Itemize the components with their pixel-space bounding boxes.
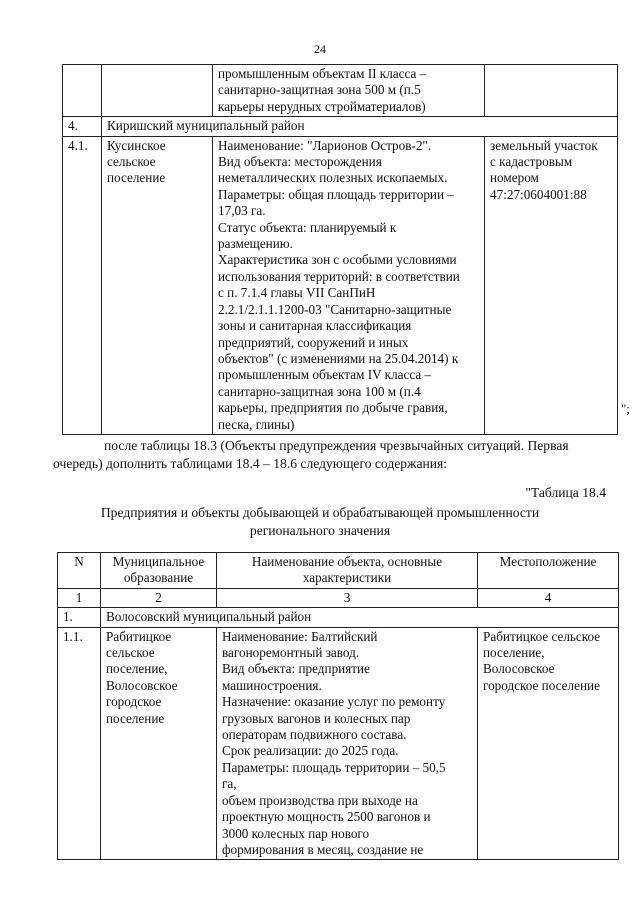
item-location	[485, 136, 618, 434]
header-municipality	[101, 553, 217, 589]
paragraph-line: очередь) дополнить таблицами 18.4 – 18.6 следующего содержания:	[53, 456, 448, 471]
section-number: 1.	[58, 608, 101, 627]
text-line: Наименование объекта, основные	[251, 554, 443, 569]
top-table	[62, 64, 618, 435]
section-title: Киришский муниципальный район	[102, 117, 618, 136]
header-name	[217, 553, 478, 589]
text-line: операторам подвижного состава.	[222, 727, 407, 743]
column-number: 2	[101, 588, 217, 607]
cell-description	[213, 65, 485, 117]
item-number: 1.1.	[58, 627, 101, 860]
text-line: зоны и санитарная классификация	[218, 318, 412, 334]
table-header-row	[58, 553, 619, 589]
text-line: Вид объекта: предприятие	[222, 661, 370, 677]
item-description	[213, 136, 485, 434]
text-line: вагоноремонтный завод.	[222, 645, 360, 661]
text-line: Статус объекта: планируемый к	[218, 219, 397, 235]
text-line: 2.2.1/2.1.1.1200-03 "Санитарно-защитные	[218, 301, 452, 317]
text-line: Параметры: площадь территории – 50,5	[222, 759, 446, 775]
header-n: N	[58, 553, 101, 589]
text-line: Наименование: "Ларионов Остров-2".	[218, 137, 432, 153]
text-line: карьеры, предприятия по добыче гравия,	[218, 400, 448, 416]
text-line: карьеры нерудных стройматериалов)	[218, 98, 426, 114]
item-location	[478, 627, 619, 860]
item-description	[217, 627, 478, 860]
text-line: санитарно-защитная зона 500 м (п.5	[218, 82, 421, 98]
text-line: Кусинское	[107, 137, 166, 153]
text-line: поселение	[106, 710, 165, 726]
column-number: 3	[217, 588, 478, 607]
cell-number	[63, 65, 102, 117]
text-line: Назначение: оказание услуг по ремонту	[222, 694, 446, 710]
paragraph-line: после таблицы 18.3 (Объекты предупреждения чрезвычайных ситуаций. Первая	[104, 438, 569, 453]
text-line: грузовых вагонов и колесных пар	[222, 710, 411, 726]
text-line: песка, глины)	[218, 416, 295, 432]
text-line: формирования в месяц, создание не	[222, 841, 424, 857]
text-line: санитарно-защитная зона 100 м (п.4	[218, 383, 421, 399]
table-label: "Таблица 18.4	[525, 485, 606, 500]
text-line: 17,03 га.	[218, 203, 266, 219]
column-number-row	[58, 588, 619, 607]
text-line: объем производства при выходе на	[222, 792, 418, 808]
text-line: промышленным объектам IV класса –	[218, 367, 432, 383]
text-line: Вид объекта: месторождения	[218, 154, 382, 170]
text-line: Волосовское	[483, 661, 555, 677]
table-title	[0, 504, 640, 540]
text-line: Срок реализации: до 2025 года.	[222, 743, 399, 759]
page-number: 24	[314, 42, 326, 56]
body-paragraph	[53, 437, 589, 473]
text-line: Наименование: Балтийский	[222, 628, 378, 644]
text-line: Характеристика зон с особыми условиями	[218, 252, 457, 268]
closing-quote-mark: ";	[621, 401, 630, 416]
text-line: размещению.	[218, 236, 293, 252]
cell-municipality	[102, 65, 213, 117]
text-line: 3000 колесных пар нового	[222, 825, 370, 841]
text-line: образование	[123, 570, 194, 586]
table-row-section	[63, 117, 618, 136]
text-line: номером	[490, 170, 539, 186]
text-line: га,	[222, 776, 237, 792]
text-line: проектную мощность 2500 вагонов и	[222, 809, 431, 825]
text-line: характеристики	[302, 570, 392, 586]
item-municipality	[102, 136, 213, 434]
text-line: неметаллических полезных ископаемых.	[218, 170, 448, 186]
text-line: использования территорий: в соответствии	[218, 268, 460, 284]
text-line: Волосовское	[106, 677, 178, 693]
table-row-continued	[63, 65, 618, 117]
column-number: 1	[58, 588, 101, 607]
text-line: Параметры: общая площадь территории –	[218, 186, 454, 202]
table-row-item	[58, 627, 619, 860]
text-line: предприятий, сооружений и иных	[218, 334, 409, 350]
text-line: Муниципальное	[112, 554, 205, 569]
table-row-section	[58, 608, 619, 627]
text-line: с кадастровым	[490, 154, 573, 170]
text-line: машиностроения.	[222, 677, 322, 693]
text-line: промышленным объектам II класса –	[218, 66, 427, 81]
item-number: 4.1.	[63, 136, 102, 434]
text-line: поселение,	[106, 661, 168, 677]
text-line: 47:27:0604001:88	[490, 186, 587, 202]
text-line: поселение	[107, 170, 166, 186]
title-line: регионального значения	[249, 523, 391, 538]
header-location: Местоположение	[478, 553, 619, 589]
column-number: 4	[478, 588, 619, 607]
text-line: земельный участок	[490, 137, 598, 153]
text-line: поселение,	[483, 645, 545, 661]
text-line: городское поселение	[483, 677, 600, 693]
text-line: объектов" (с изменениями на 25.04.2014) к	[218, 350, 459, 366]
section-number: 4.	[63, 117, 102, 136]
text-line: с п. 7.1.4 главы VII СанПиН	[218, 285, 376, 301]
item-municipality	[101, 627, 217, 860]
enterprises-table	[57, 552, 619, 860]
text-line: Рабитицкое	[106, 628, 172, 644]
text-line: городское	[106, 694, 162, 710]
table-row-item	[63, 136, 618, 434]
cell-location	[485, 65, 618, 117]
section-title: Волосовский муниципальный район	[101, 608, 619, 627]
text-line: сельское	[106, 645, 155, 661]
text-line: Рабитицкое сельское	[483, 628, 601, 644]
text-line: сельское	[107, 154, 156, 170]
title-line: Предприятия и объекты добывающей и обрабатывающей промышленности	[100, 505, 540, 520]
